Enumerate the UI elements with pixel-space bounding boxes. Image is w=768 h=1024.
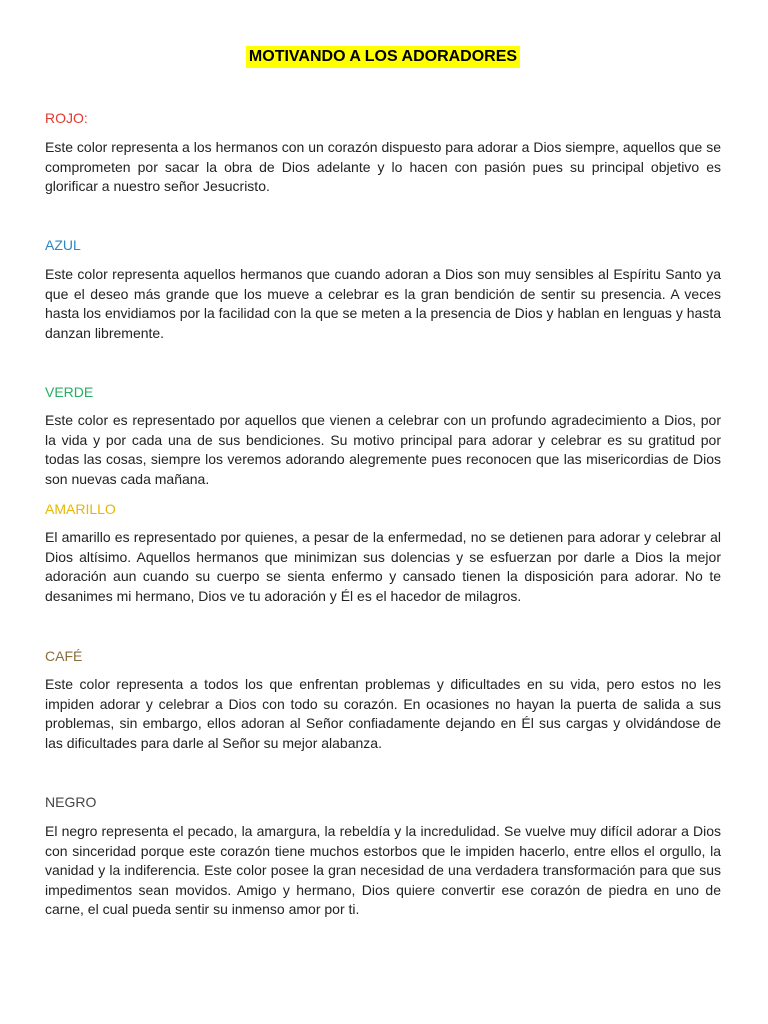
section-text-rojo: Este color representa a los hermanos con un corazón dispuesto para adorar a Dios siempre, aquellos que se comprometen por sacar la obra de Dios adelante y lo hacen con pasión pues su principal objetivo es glorificar a nuestro señor Jesucristo. [45,139,721,194]
section-heading-rojo: ROJO: [45,110,88,126]
section-heading-negro: NEGRO [45,794,97,810]
section-text-azul: Este color representa aquellos hermanos que cuando adoran a Dios son muy sensibles al Espíritu Santo ya que el deseo más grande que los mueve a celebrar es la gran bendición de sentir su presencia. A veces hasta los envidiamos por la facilidad con la que se meten a la presencia de Dios y hablan en lenguas y hasta danzan libremente. [45,266,721,341]
section-text-cafe: Este color representa a todos los que enfrentan problemas y dificultades en su vida, pero estos no les impiden adorar y celebrar a Dios con todo su corazón. En ocasiones no hayan la puerta de salida a sus problemas, sin embargo, ellos adoran al Señor confiadamente dejando en Él sus cargas y olvidándose de las dificultades para darle al Señor su mejor alabanza. [45,676,721,751]
section-heading-azul: AZUL [45,237,81,253]
section-heading-amarillo: AMARILLO [45,501,116,517]
section-heading-verde: VERDE [45,384,94,400]
title-wrapper [45,46,721,68]
section-text-amarillo: El amarillo es representado por quienes, a pesar de la enfermedad, no se detienen para adorar y celebrar al Dios altísimo. Aquellos hermanos que minimizan sus dolencias y se esfuerzan por darle a Dios la mejor adoración aun cuando su cuerpo se sienta enfermo y cansado tienen la disposición para adorar. No te desanimes mi hermano, Dios ve tu adoración y Él es el hacedor de milagros. [45,529,721,604]
section-text-negro: El negro representa el pecado, la amargura, la rebeldía y la incredulidad. Se vuelve muy difícil adorar a Dios con sinceridad porque este corazón tiene muchos estorbos que le impiden hacerlo, entre ellos el orgullo, la vanidad y la indiferencia. Este color posee la gran necesidad de una verdadera transformación para que sus impedimentos sean movidos. Amigo y hermano, Dios quiere convertir ese corazón de piedra en uno de carne, el cual pueda sentir su inmenso amor por ti. [45,823,721,917]
document-title: MOTIVANDO A LOS ADORADORES [246,46,520,68]
section-heading-cafe: CAFÉ [45,648,83,664]
section-text-verde: Este color es representado por aquellos que vienen a celebrar con un profundo agradecimiento a Dios, por la vida y por cada una de sus bendiciones. Su motivo principal para adorar y celebrar es su gratitud por todas las cosas, siempre los veremos adorando alegremente pues reconocen que las misericordias de Dios son nuevas cada mañana. [45,412,721,487]
